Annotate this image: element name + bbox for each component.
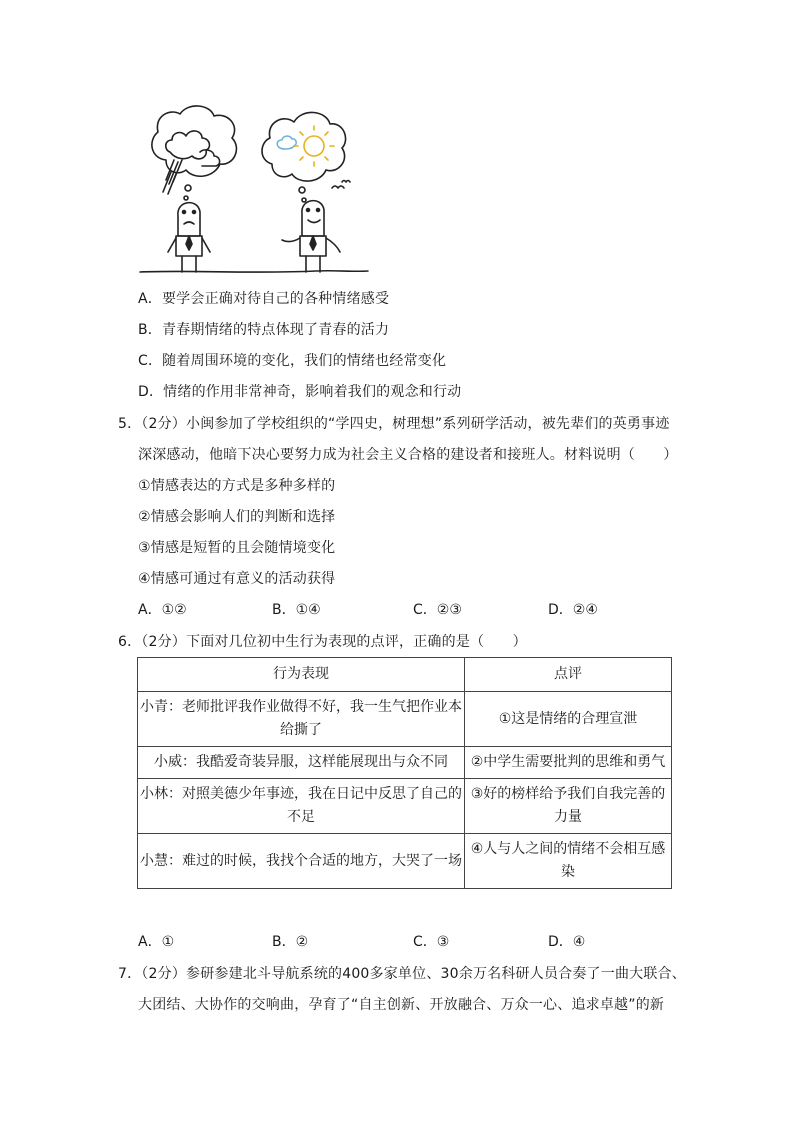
- q5-option-a[interactable]: A．①②: [138, 602, 187, 618]
- rain-icon: [163, 160, 182, 194]
- behavior-cell: 小青：老师批评我作业做得不好，我一生气把作业本给撕了: [138, 692, 465, 747]
- q6-option-c[interactable]: C．③: [413, 934, 450, 950]
- behavior-cell: 小威：我酷爱奇装异服，这样能展现出与众不同: [138, 747, 465, 779]
- q5-stem-line2: 深深感动，他暗下决心要努力成为社会主义合格的建设者和接班人。材料说明（ ）: [138, 447, 678, 463]
- q4-option-d[interactable]: D．情绪的作用非常神奇，影响着我们的观念和行动: [138, 384, 462, 400]
- birds-icon: [332, 181, 350, 189]
- emotion-cartoon-illustration: [136, 100, 372, 278]
- table-row: [138, 747, 672, 779]
- header-behavior: 行为表现: [138, 658, 465, 692]
- q6-option-a[interactable]: A．①: [138, 934, 175, 950]
- q7-stem-line1: 7．（2分）参研参建北斗导航系统的400多家单位、30余万名科研人员合奏了一曲大联合、: [118, 966, 686, 982]
- q7-stem-line2: 大团结、大协作的交响曲，孕育了“自主创新、开放融合、万众一心、追求卓越”的新: [138, 997, 665, 1013]
- q5-option-d[interactable]: D．②④: [548, 602, 598, 618]
- behavior-cell: 小慧：难过的时候，我找个合适的地方，大哭了一场: [138, 834, 465, 889]
- q6-stem: 6．（2分）下面对几位初中生行为表现的点评，正确的是（ ）: [118, 634, 527, 650]
- q6-option-b[interactable]: B．②: [272, 934, 309, 950]
- small-cloud-icon: [277, 136, 296, 149]
- q6-option-d[interactable]: D．④: [548, 934, 586, 950]
- table-row: [138, 692, 672, 747]
- q5-statement-1: ①情感表达的方式是多种多样的: [138, 478, 336, 494]
- comment-cell: ②中学生需要批判的思维和勇气: [465, 747, 672, 779]
- q5-statement-2: ②情感会影响人们的判断和选择: [138, 509, 336, 525]
- q5-option-c[interactable]: C．②③: [413, 602, 462, 618]
- q6-options: [138, 932, 678, 952]
- behavior-cell: 小林：对照美德少年事迹，我在日记中反思了自己的不足: [138, 779, 465, 834]
- q6-table: [137, 657, 672, 889]
- comment-cell: ①这是情绪的合理宣泄: [465, 692, 672, 747]
- q4-option-c[interactable]: C．随着周围环境的变化，我们的情绪也经常变化: [138, 353, 447, 369]
- table-row: [138, 834, 672, 889]
- rain-cloud-icon: [166, 131, 210, 159]
- happy-figure: [282, 201, 340, 272]
- q4-option-b[interactable]: B．青春期情绪的特点体现了青春的活力: [138, 322, 390, 338]
- header-comment: 点评: [465, 658, 672, 692]
- q4-option-a[interactable]: A．要学会正确对待自己的各种情绪感受: [138, 291, 390, 307]
- ground-line: [140, 271, 368, 272]
- table-row: [138, 779, 672, 834]
- q5-option-b[interactable]: B．①④: [272, 602, 321, 618]
- comment-cell: ③好的榜样给予我们自我完善的力量: [465, 779, 672, 834]
- sad-figure: [168, 203, 210, 272]
- q5-statement-4: ④情感可通过有意义的活动获得: [138, 571, 336, 587]
- q5-statement-3: ③情感是短暂的且会随情境变化: [138, 540, 336, 556]
- q5-stem-line1: 5．（2分）小闽参加了学校组织的“学四史，树理想”系列研学活动，被先辈们的英勇事迹: [118, 416, 670, 432]
- comment-cell: ④人与人之间的情绪不会相互感染: [465, 834, 672, 889]
- sun-icon: [294, 126, 334, 166]
- table-header-row: [138, 658, 672, 692]
- left-thought-bubble: [152, 106, 237, 176]
- q5-options: [138, 600, 678, 620]
